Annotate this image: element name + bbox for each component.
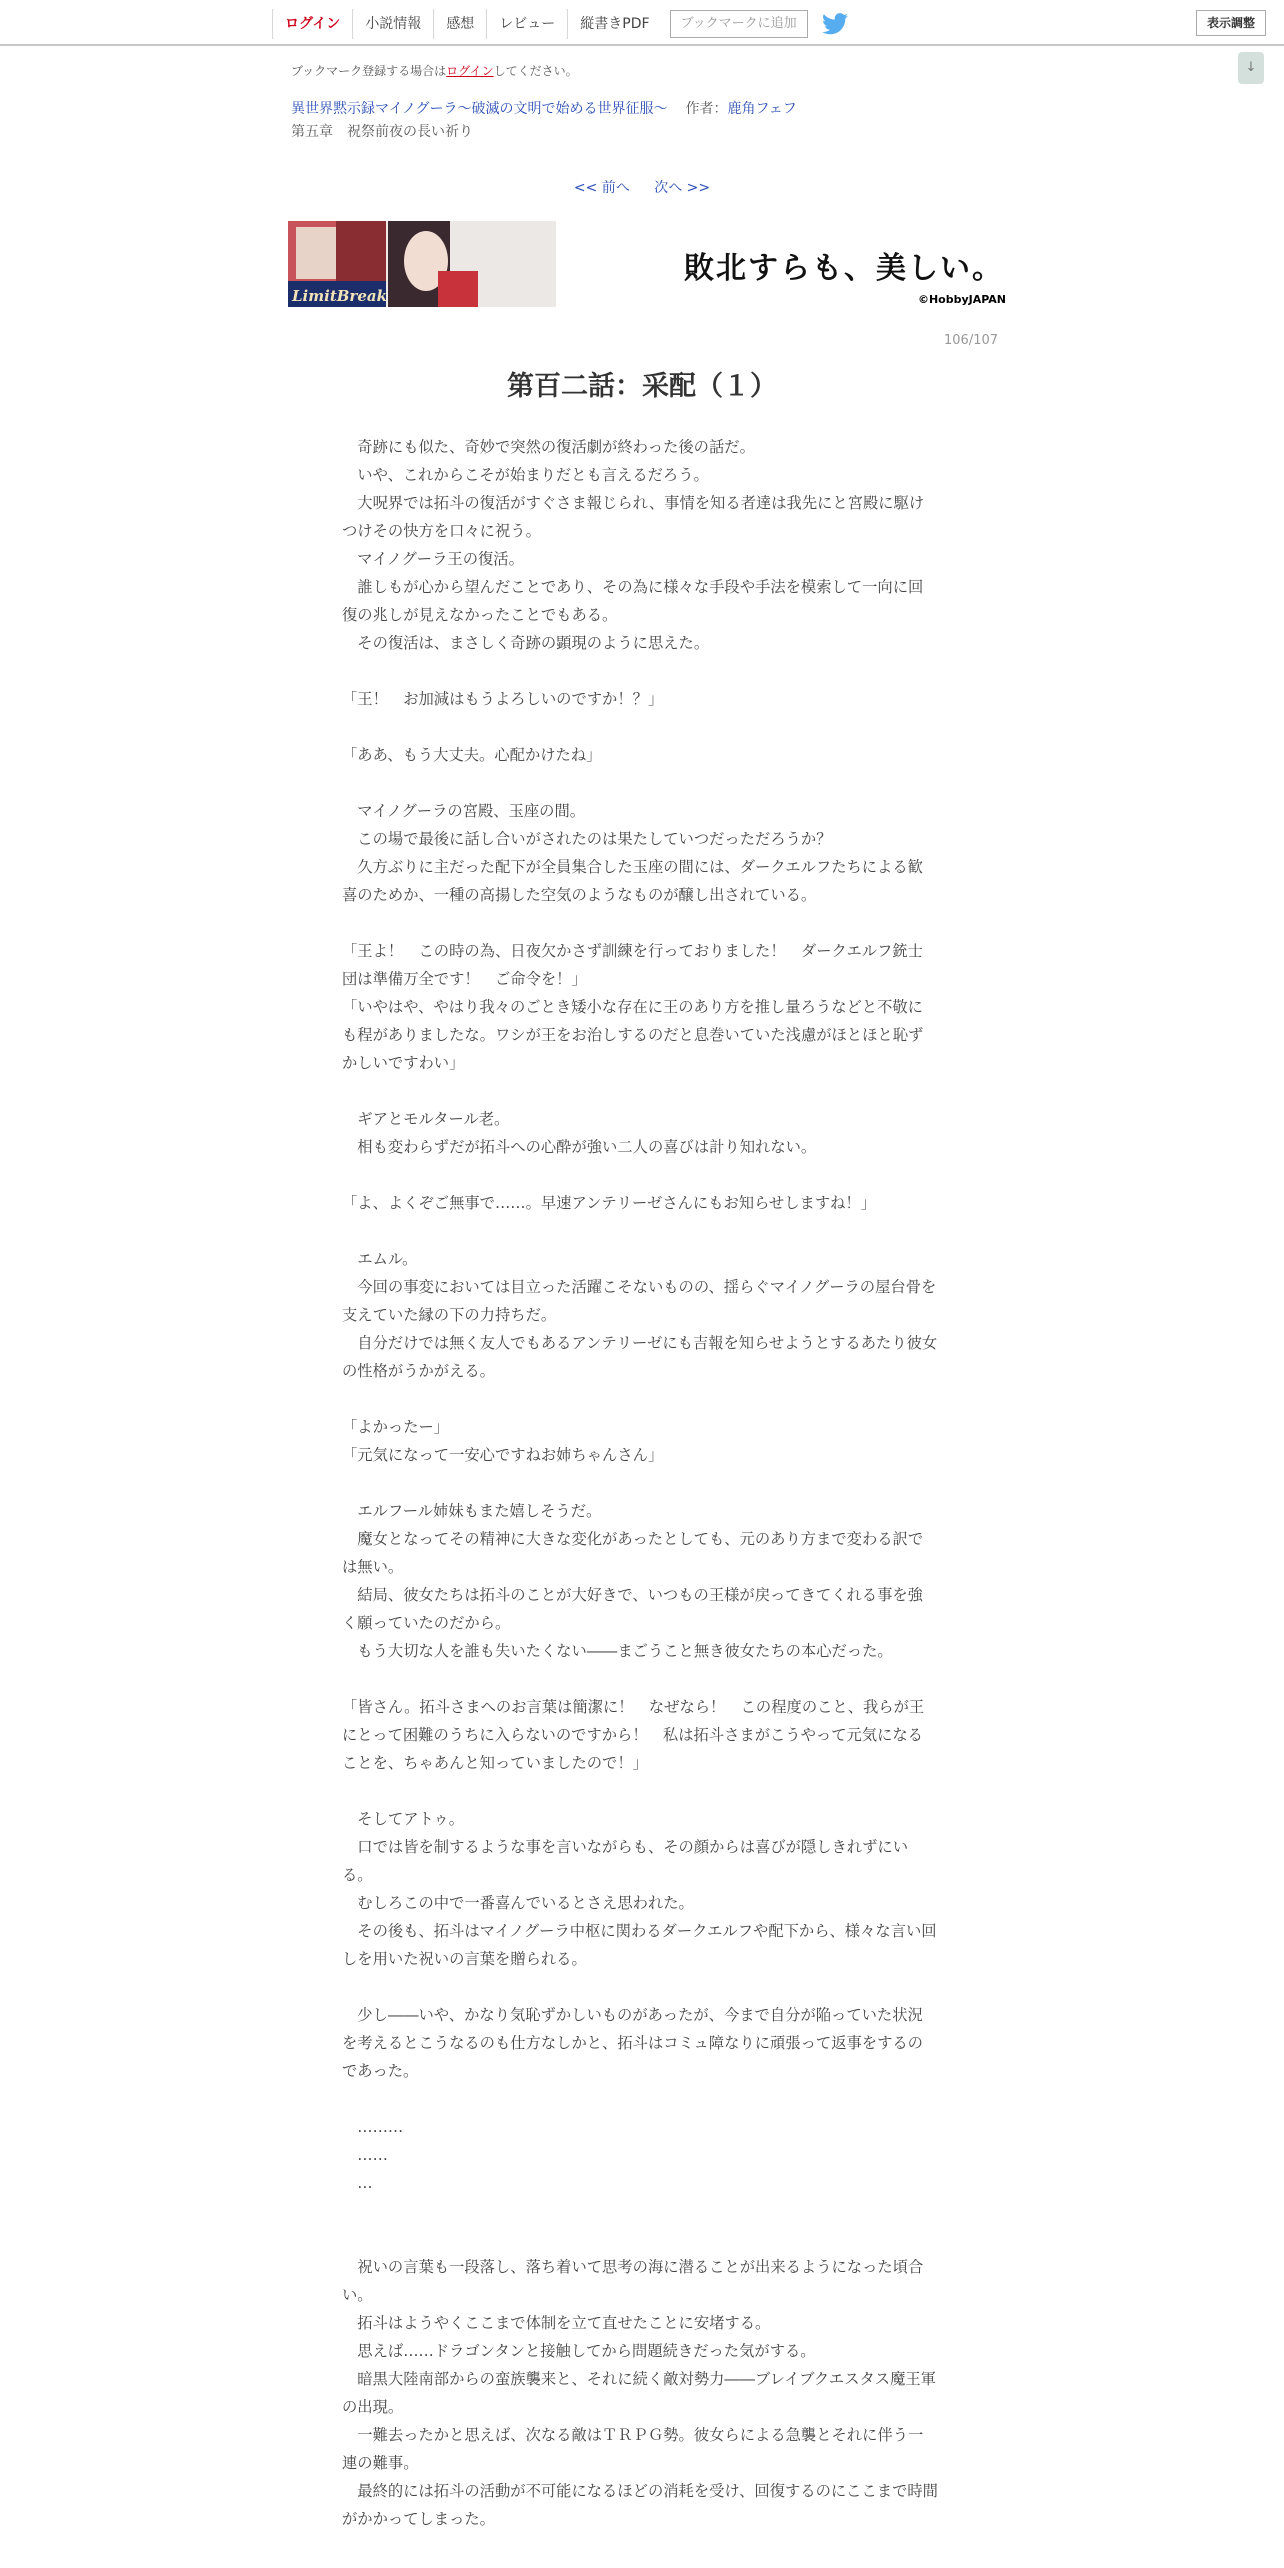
body-paragraph: もう大切な人を誰も失いたくない――まごうこと無き彼女たちの本心だった。 xyxy=(342,1642,893,1660)
body-paragraph: 久方ぶりに主だった配下が全員集合した玉座の間には、ダークエルフたちによる歓喜のためか、一種の高揚した空気のようなものが醸し出されている。 xyxy=(342,858,923,904)
body-paragraph xyxy=(342,1385,938,1413)
body-paragraph: エムル。 xyxy=(342,1250,418,1268)
body-paragraph: その復活は、まさしく奇跡の顕現のように思えた。 xyxy=(342,634,710,652)
body-paragraph xyxy=(342,769,938,797)
nav-login-link[interactable]: ログイン xyxy=(272,9,352,39)
top-navbar xyxy=(0,0,1284,46)
body-paragraph: 思えば……ドラゴンタンと接触してから問題続きだった気がする。 xyxy=(342,2342,816,2360)
chapter-title: 第五章 祝祭前夜の長い祈り xyxy=(291,124,473,140)
body-paragraph: 結局、彼女たちは拓斗のことが大好きで、いつもの王様が戻ってきてくれる事を強く願っていたのだから。 xyxy=(342,1586,923,1632)
nav-novel-info-link[interactable]: 小説情報 xyxy=(352,9,433,39)
twitter-bird-icon[interactable] xyxy=(822,13,848,35)
body-paragraph: … xyxy=(342,2174,373,2192)
body-paragraph: 拓斗はようやくここまで体制を立て直せたことに安堵する。 xyxy=(342,2314,771,2332)
banner-illustration xyxy=(288,221,556,307)
body-paragraph: 誰しもが心から望んだことであり、その為に様々な手段や手法を模索して一向に回復の兆しが見えなかったことでもある。 xyxy=(342,578,924,624)
body-paragraph xyxy=(342,1161,938,1189)
body-paragraph: 暗黒大陸南部からの蛮族襲来と、それに続く敵対勢力――ブレイブクエスタス魔王軍の出現。 xyxy=(342,2370,936,2416)
bookmark-login-notice xyxy=(291,62,578,79)
body-paragraph: 「王よ！ この時の為、日夜欠かさず訓練を行っておりました！ ダークエルフ銃士団は準備万全です！ ご命令を！」 xyxy=(342,942,923,988)
body-paragraph xyxy=(342,2225,938,2253)
body-paragraph: マイノグーラ王の復活。 xyxy=(342,550,524,568)
nav-review-link[interactable]: レビュー xyxy=(486,9,567,39)
body-paragraph: 少し――いや、かなり気恥ずかしいものがあったが、今まで自分が陥っていた状況を考えるとこうなるのも仕方なしかと、拓斗はコミュ障なりに頑張って返事をするのであった。 xyxy=(342,2006,923,2080)
body-paragraph: …… xyxy=(342,2146,388,2164)
body-paragraph: むしろこの中で一番喜んでいるとさえ思われた。 xyxy=(342,1894,694,1912)
body-paragraph: この場で最後に話し合いがされたのは果たしていつだっただろうか？ xyxy=(342,830,832,848)
body-paragraph xyxy=(342,1777,938,1805)
notice-text-before: ブックマーク登録する場合は xyxy=(291,64,447,78)
body-paragraph xyxy=(342,909,938,937)
body-paragraph: いや、これからこそが始まりだとも言えるだろう。 xyxy=(342,466,709,484)
prev-episode-link[interactable]: << 前へ xyxy=(573,180,630,196)
series-info xyxy=(291,98,797,118)
nav-impressions-link[interactable]: 感想 xyxy=(433,9,486,39)
novel-body-text xyxy=(342,433,938,2533)
body-paragraph: そしてアトゥ。 xyxy=(342,1810,464,1828)
body-paragraph xyxy=(342,2197,938,2225)
body-paragraph: 相も変わらずだが拓斗への心酔が強い二人の喜びは計り知れない。 xyxy=(342,1138,817,1156)
body-paragraph: 祝いの言葉も一段落し、落ち着いて思考の海に潜ることが出来るようになった頃合い。 xyxy=(342,2258,924,2304)
body-paragraph: 奇跡にも似た、奇妙で突然の復活劇が終わった後の話だ。 xyxy=(342,438,755,456)
notice-login-link[interactable]: ログイン xyxy=(446,64,494,78)
body-paragraph: 大呪界では拓斗の復活がすぐさま報じられ、事情を知る者達は我先にと宮殿に駆けつけその快方を口々に祝う。 xyxy=(342,494,925,540)
body-paragraph xyxy=(342,1077,938,1105)
page-counter: 106/107 xyxy=(944,333,999,348)
body-paragraph xyxy=(342,1469,938,1497)
display-settings-button[interactable]: 表示調整 xyxy=(1196,10,1266,36)
body-paragraph xyxy=(342,1665,938,1693)
body-paragraph: 一難去ったかと思えば、次なる敵はＴＲＰＧ勢。彼女らによる急襲とそれに伴う一連の難事。 xyxy=(342,2426,924,2472)
nav-menu xyxy=(272,8,848,40)
body-paragraph: 「王！ お加減はもうよろしいのですか！？」 xyxy=(342,690,664,708)
series-title-link[interactable]: 異世界黙示録マイノグーラ～破滅の文明で始める世界征服～ xyxy=(291,101,668,117)
ad-banner[interactable] xyxy=(288,221,1006,307)
body-paragraph: 今回の事変においては目立った活躍こそないものの、揺らぐマイノグーラの屋台骨を支えていた縁の下の力持ちだ。 xyxy=(342,1278,937,1324)
body-paragraph: 口では皆を制するような事を言いながらも、その顔からは喜びが隠しきれずにいる。 xyxy=(342,1838,908,1884)
banner-copyright: ©HobbyJAPAN xyxy=(917,293,1006,306)
nav-vertical-pdf-link[interactable]: 縦書きPDF xyxy=(567,9,661,39)
body-paragraph: 最終的には拓斗の活動が不可能になるほどの消耗を受け、回復するのにここまで時間がかかってしまった。 xyxy=(342,2482,938,2528)
body-paragraph xyxy=(342,713,938,741)
body-paragraph: 「元気になって一安心ですねお姉ちゃんさん」 xyxy=(342,1446,664,1464)
episode-title: 第百二話：采配（１） xyxy=(507,371,777,402)
body-paragraph: ……… xyxy=(342,2118,404,2136)
body-paragraph: エルフール姉妹もまた嬉しそうだ。 xyxy=(342,1502,602,1520)
scroll-down-button[interactable]: ↓ xyxy=(1238,52,1264,84)
body-paragraph: マイノグーラの宮殿、玉座の間。 xyxy=(342,802,586,820)
notice-text-after: してください。 xyxy=(493,64,578,78)
banner-art-label: LimitBreak xyxy=(292,287,387,305)
body-paragraph xyxy=(342,1217,938,1245)
body-paragraph: 魔女となってその精神に大きな変化があったとしても、元のあり方まで変わる訳では無い。 xyxy=(342,1530,924,1576)
body-paragraph xyxy=(342,657,938,685)
body-paragraph xyxy=(342,2085,938,2113)
body-paragraph: 「よかったー」 xyxy=(342,1418,450,1436)
episode-pager xyxy=(0,177,1284,197)
body-paragraph: 「ああ、もう大丈夫。心配かけたね」 xyxy=(342,746,602,764)
banner-tagline: 敗北すらも、美しい。 xyxy=(684,251,1004,286)
author-label: 作者： xyxy=(685,101,728,117)
next-episode-link[interactable]: 次へ >> xyxy=(654,180,711,196)
body-paragraph: 「いやはや、やはり我々のごとき矮小な存在に王のあり方を推し量ろうなどと不敬にも程がありましたな。ワシが王をお治しするのだと息巻いていた浅慮がほとほと恥ずかしいですわい」 xyxy=(342,998,924,1072)
banner-artwork xyxy=(288,221,556,307)
body-paragraph: その後も、拓斗はマイノグーラ中枢に関わるダークエルフや配下から、様々な言い回しを用いた祝いの言葉を贈られる。 xyxy=(342,1922,937,1968)
author-link[interactable]: 鹿角フェフ xyxy=(727,101,797,117)
body-paragraph: 自分だけでは無く友人でもあるアンテリーゼにも吉報を知らせようとするあたり彼女の性格がうかがえる。 xyxy=(342,1334,938,1380)
add-bookmark-button[interactable]: ブックマークに追加 xyxy=(670,10,808,38)
body-paragraph: 「よ、よくぞご無事で……。早速アンテリーゼさんにもお知らせしますね！」 xyxy=(342,1194,877,1212)
body-paragraph: ギアとモルタール老。 xyxy=(342,1110,510,1128)
body-paragraph xyxy=(342,1973,938,2001)
body-paragraph: 「皆さん。拓斗さまへのお言葉は簡潔に！ なぜなら！ この程度のこと、我らが王にとって困難のうちに入らないのですから！ 私は拓斗さまがこうやって元気になることを、ちゃあんと知っていましたので！」 xyxy=(342,1698,925,1772)
